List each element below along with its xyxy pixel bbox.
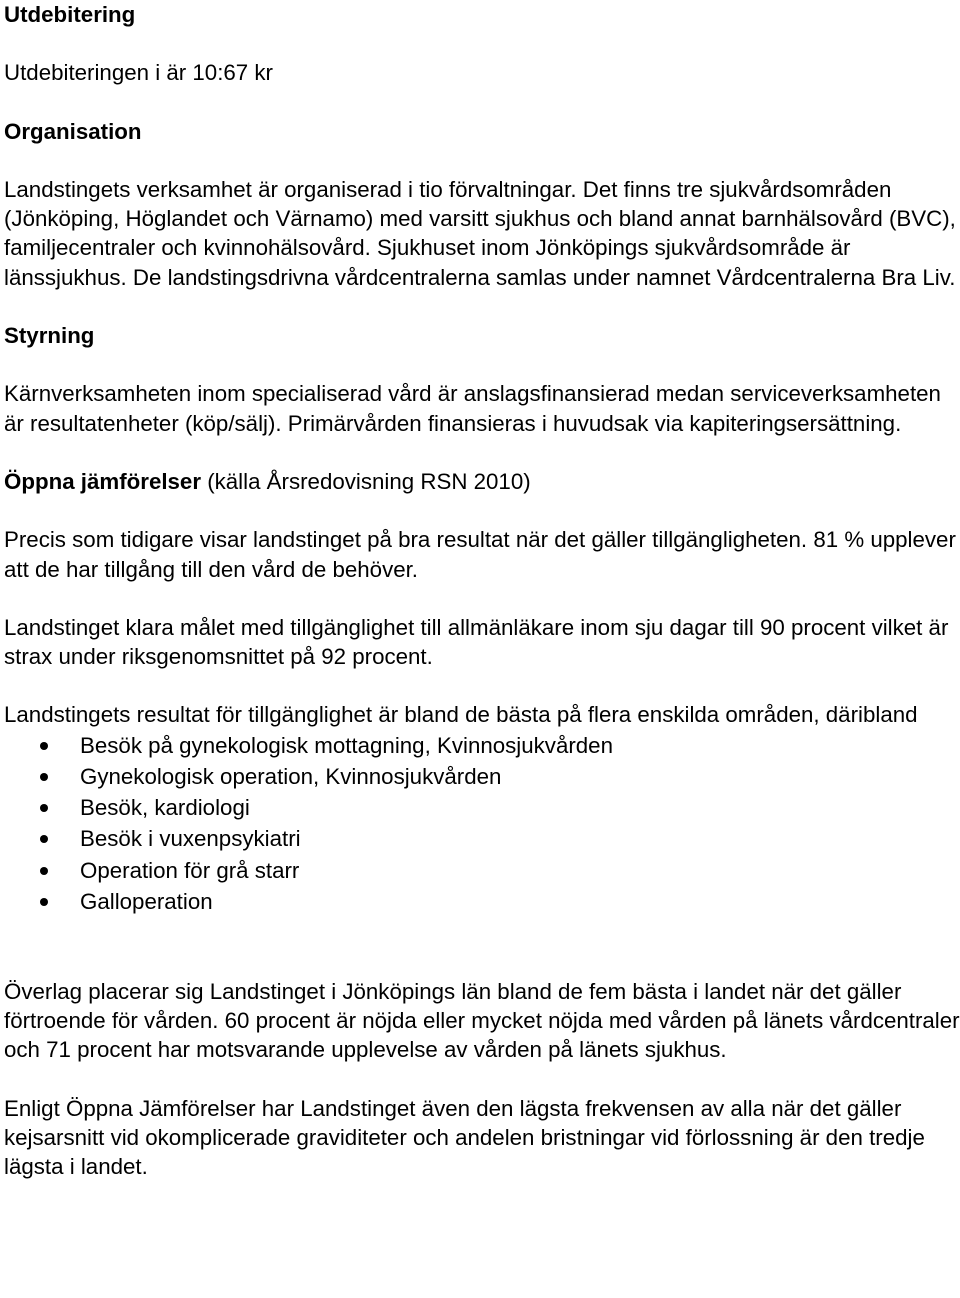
paragraph-kejsarsnitt: Enligt Öppna Jämförelser har Landstinget även den lägsta frekvensen av alla när det gäller kejsarsnitt vid okomplicerade graviditeter och andelen bristningar vid förlossning är den tredje lägsta i landet. — [4, 1095, 925, 1180]
bullet-icon — [40, 898, 48, 906]
heading-source-note: (källa Årsredovisning RSN 2010) — [201, 468, 531, 494]
heading-styrning: Styrning — [4, 323, 95, 349]
heading-utdebitering: Utdebitering — [4, 2, 136, 27]
paragraph-organisation: Landstingets verksamhet är organiserad i tio förvaltningar. Det finns tre sjukvårdsområden (Jönköping, Höglandet och Värnamo) med varsitt sjukhus och bland annat barnhälsovård (BVC), familjecentraler och kvinnohälsovård. Sjukhuset inom Jönköpings sjukvårdsområde är länssjukhus. De landstingsdrivna vårdcentralerna samlas under namnet Vårdcentralerna Bra Liv. — [4, 176, 956, 290]
paragraph-utdebitering: Utdebiteringen i är 10:67 kr — [4, 60, 273, 86]
paragraph-tillganglighet: Precis som tidigare visar landstinget på bra resultat när det gäller tillgängligheten. 81 % upplever att de har tillgång till den vård de behöver. — [4, 527, 956, 582]
document-page — [4, 0, 960, 1182]
list-item: Besök på gynekologisk mottagning, Kvinnosjukvården — [4, 730, 960, 761]
list-item: Besök, kardiologi — [4, 792, 960, 823]
bullet-icon — [40, 773, 48, 781]
results-list — [4, 730, 960, 917]
bullet-icon — [40, 742, 48, 750]
list-item: Gynekologisk operation, Kvinnosjukvården — [4, 761, 960, 792]
paragraph-allmanlakare: Landstinget klara målet med tillgänglighet till allmänläkare inom sju dagar till 90 procent vilket är strax under riksgenomsnittet på 92 procent. — [4, 614, 949, 670]
paragraph-omraden-intro: Landstingets resultat för tillgänglighet är bland de bästa på flera enskilda områden, däribland — [4, 702, 918, 728]
bullet-icon — [40, 867, 48, 875]
heading-oppna-jamforelser-line — [4, 467, 960, 496]
list-item: Besök i vuxenpsykiatri — [4, 823, 960, 854]
paragraph-fortroende: Överlag placerar sig Landstinget i Jönköpings län bland de fem bästa i landet när det gäller förtroende för vården. 60 procent är nöjda eller mycket nöjda med vården på länets vårdcentraler och 71 procent har motsvarande upplevelse av vården på länets sjukhus. — [4, 978, 960, 1063]
list-item: Galloperation — [4, 886, 960, 917]
heading-organisation: Organisation — [4, 118, 142, 144]
paragraph-styrning: Kärnverksamheten inom specialiserad vård är anslagsfinansierad medan serviceverksamheten är resultatenheter (köp/sälj). Primärvården finansieras i huvudsak via kapiteringsersättning. — [4, 381, 941, 436]
bullet-icon — [40, 804, 48, 812]
bullet-icon — [40, 835, 48, 843]
heading-oppna-jamforelser: Öppna jämförelser — [4, 468, 202, 494]
list-item: Operation för grå starr — [4, 855, 960, 886]
